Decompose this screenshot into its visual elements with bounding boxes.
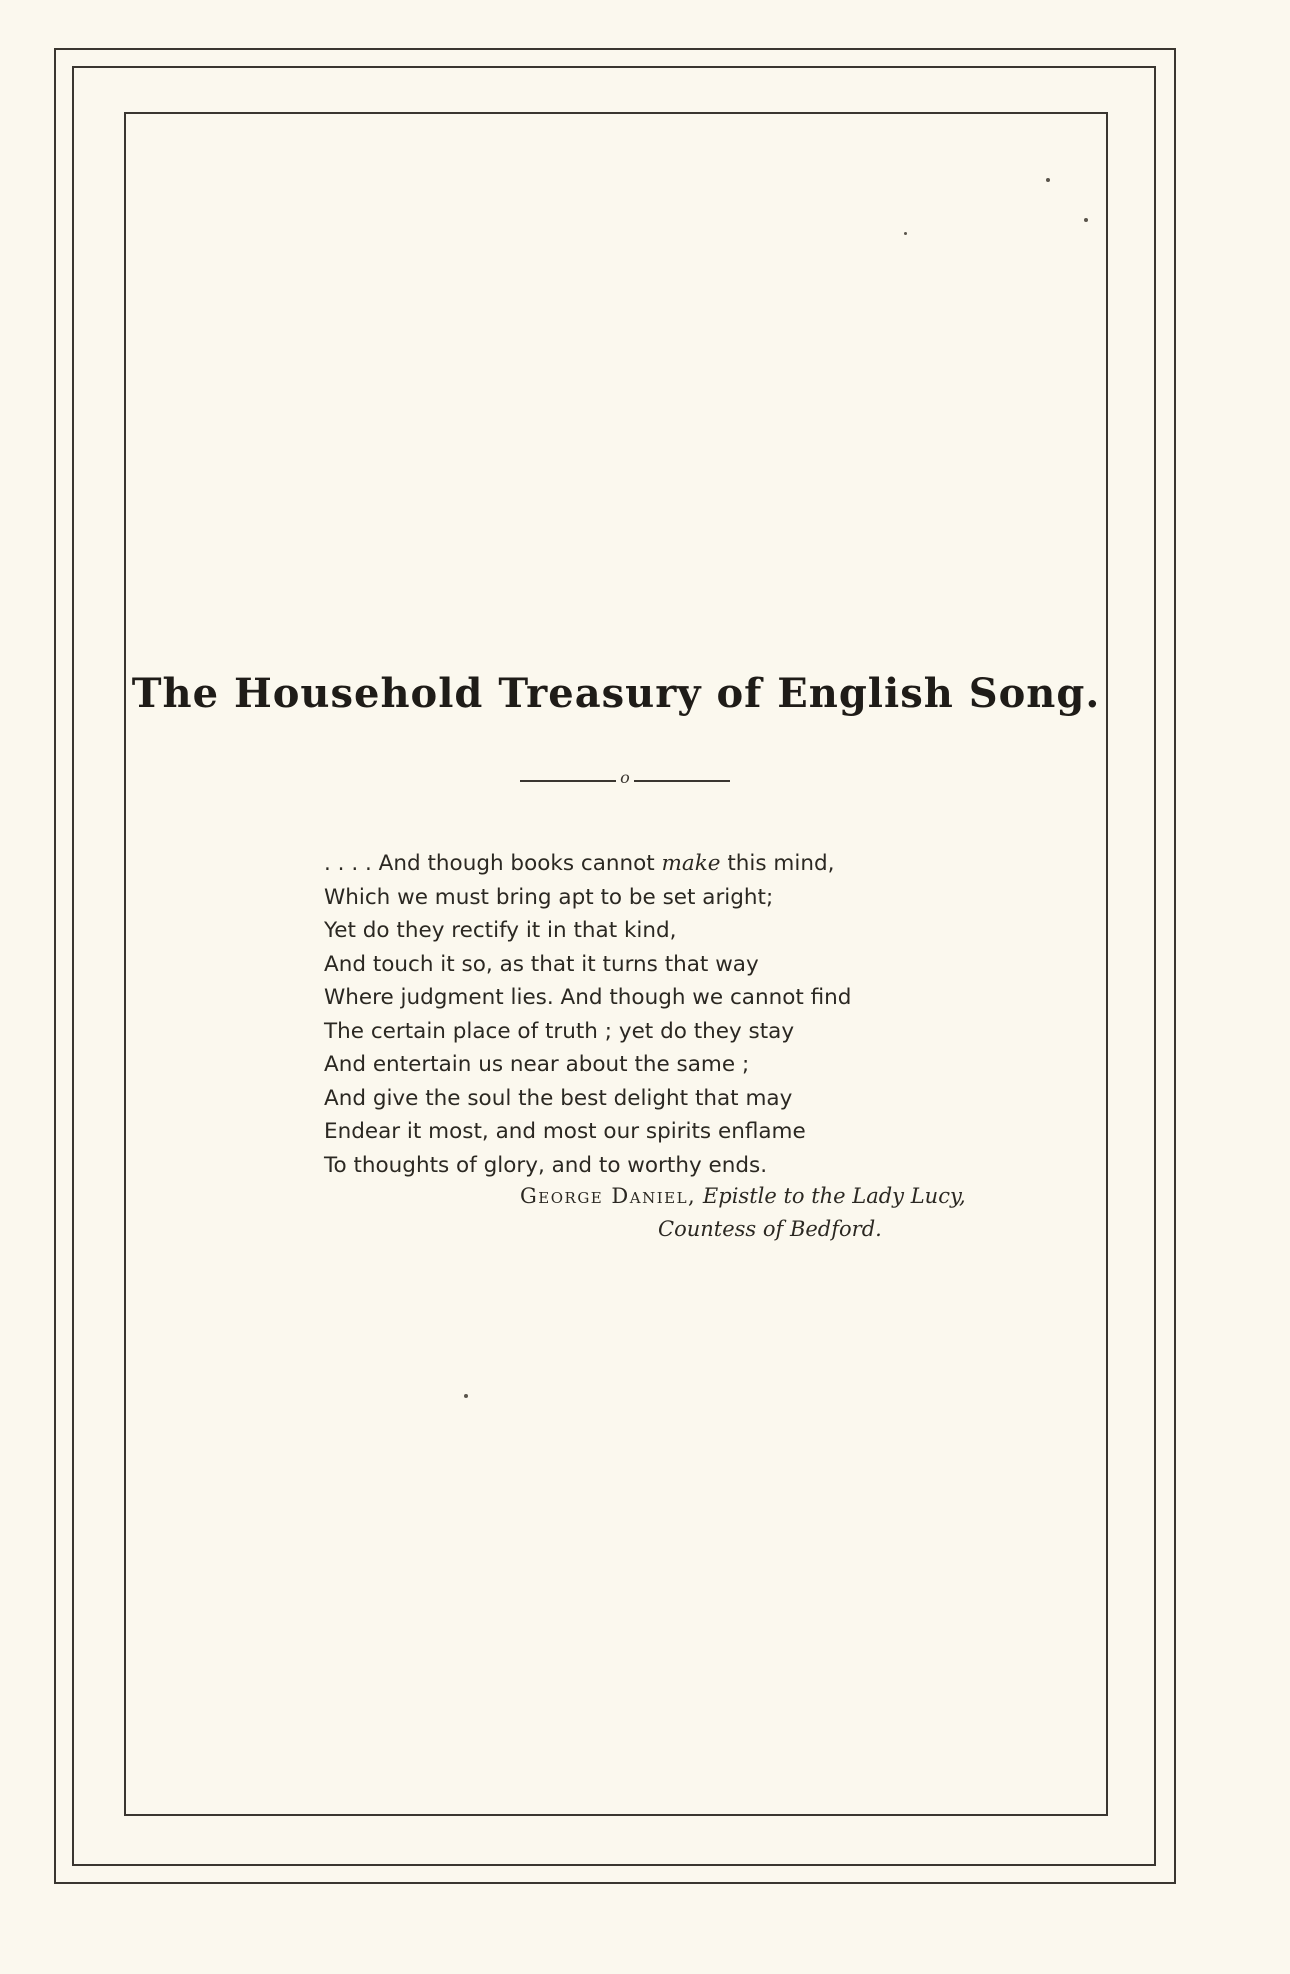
poem-line: Endear it most, and most our spirits enflame (324, 1119, 806, 1144)
title-ornament-rule (520, 768, 730, 792)
epigraph-poem (324, 847, 1084, 1182)
poem-line: And give the soul the best delight that may (324, 1085, 793, 1111)
ornament-line-right (634, 780, 730, 782)
print-speck (1046, 178, 1050, 182)
poem-line: And touch it so, as that it turns that way (324, 951, 759, 977)
author-name: George Daniel, (520, 1184, 697, 1208)
ornament-mark: o (620, 768, 630, 787)
print-speck (464, 1394, 468, 1398)
print-speck (904, 232, 907, 235)
poem-attribution (520, 1180, 1140, 1246)
poem-line: The certain place of truth ; yet do they stay (324, 1018, 795, 1044)
ornament-line-left (520, 780, 616, 782)
page-title: The Household Treasury of English Song. (131, 670, 1101, 717)
print-speck (1084, 218, 1088, 222)
attribution-line-2: Countess of Bedford. (658, 1217, 882, 1241)
work-title: Epistle to the Lady Lucy, (702, 1184, 966, 1208)
poem-line: Yet do they rectify it in that kind, (324, 918, 677, 943)
poem-line: And entertain us near about the same ; (324, 1052, 750, 1077)
poem-line: Which we must bring apt to be set aright; (324, 884, 774, 910)
poem-line: . . . . And though books cannot make this mind, (324, 851, 835, 876)
poem-line: To thoughts of glory, and to worthy ends. (324, 1152, 768, 1178)
attribution-line-1 (520, 1180, 1140, 1213)
poem-line: Where judgment lies. And though we cannot find (324, 985, 852, 1010)
